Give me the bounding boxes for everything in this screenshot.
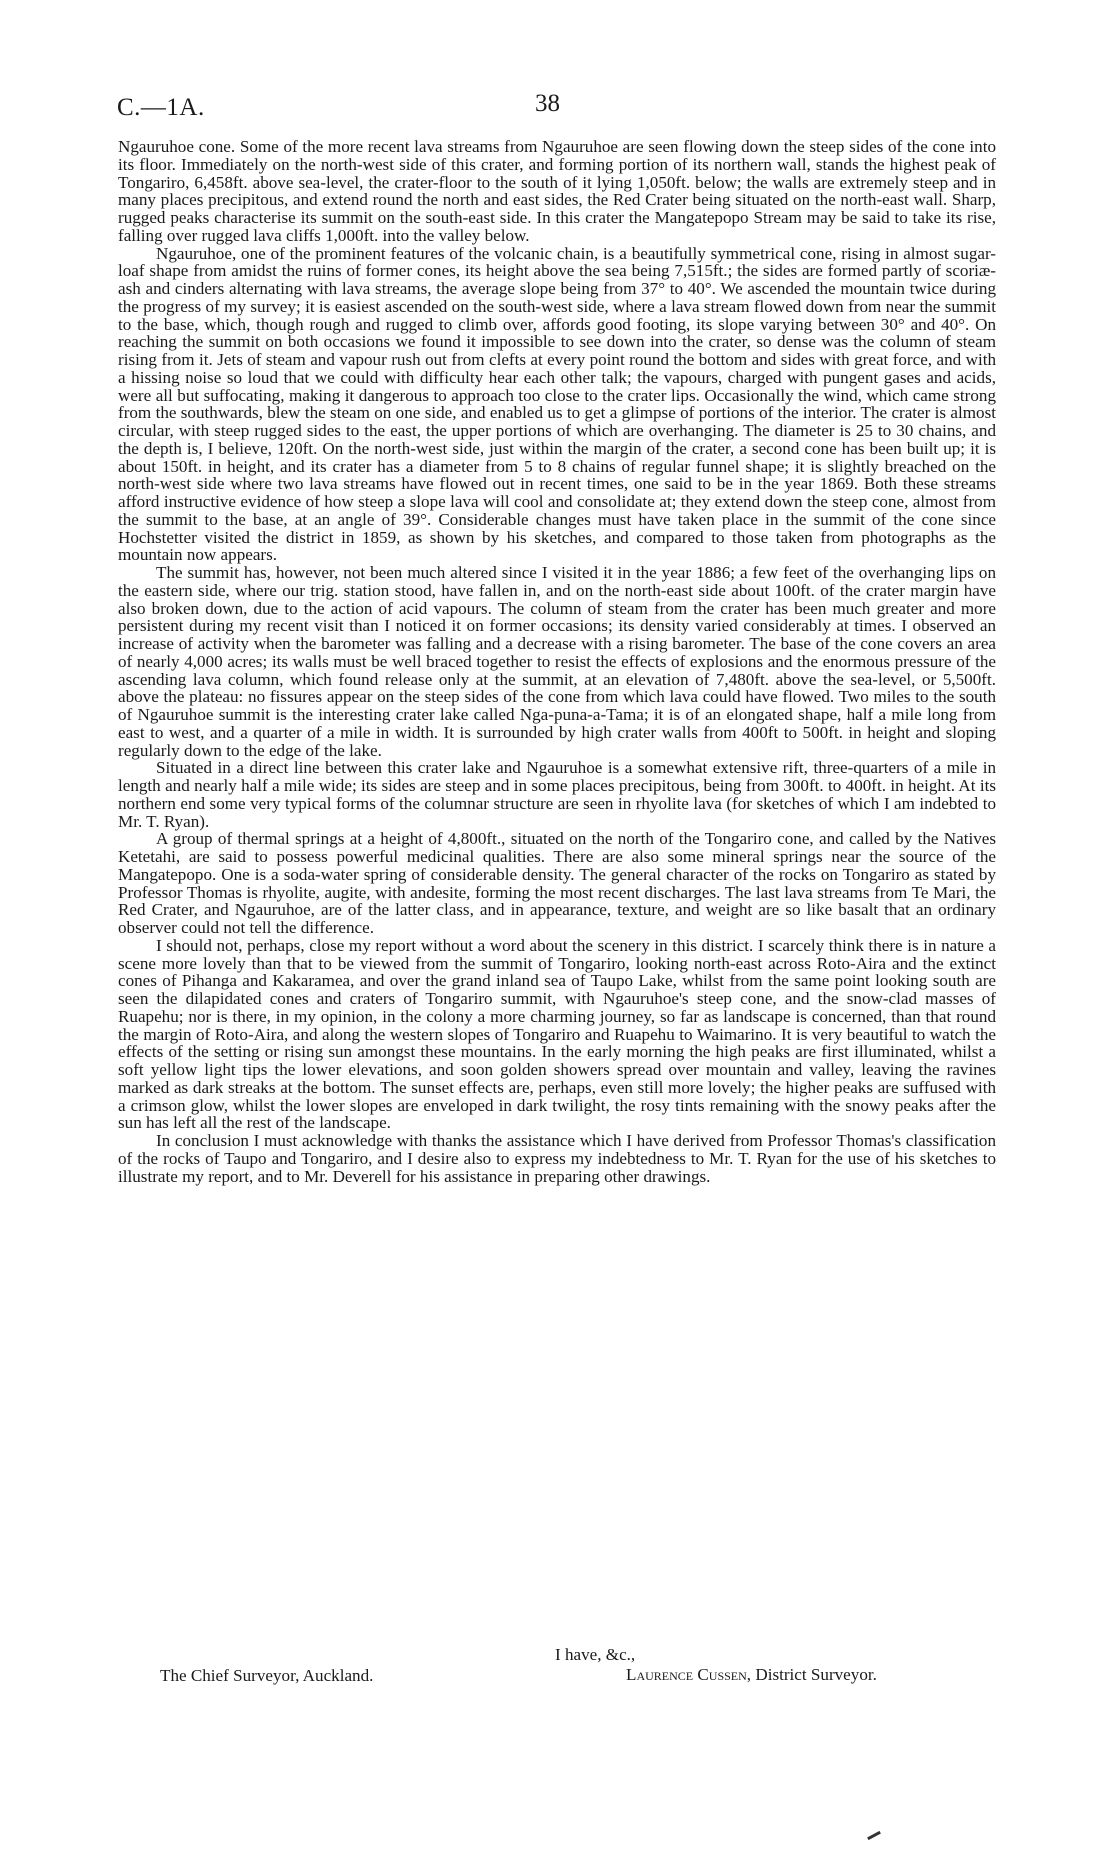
paragraph-acknowledgements: In conclusion I must acknowledge with thanks the assistance which I have derived from Professor Thomas's classification of the rocks of Taupo and Tongariro, and I desire also to express my indebtedness to Mr. T. Ryan for the use of his sketches to illustrate my report, and to Mr. Deverell for his assistance in preparing other drawings. xyxy=(118,1131,996,1186)
document-reference: C.—1A. xyxy=(117,94,205,121)
page-edge-mark xyxy=(867,1831,881,1840)
paragraph-crater-walls: Ngauruhoe cone. Some of the more recent lava streams from Ngauruhoe are seen flowing down the steep sides of the cone into its floor. Immediately on the north-west side of this crater, and forming portion of its northern wall, stands the highest peak of Tongariro, 6,458ft. above sea-level, the crater-floor to the south of it lying 1,050ft. below; the walls are extremely steep and in many places precipitous, and extend round the north and east sides, the Red Crater being situated on the north-east wall. Sharp, rugged peaks characterise its summit on the south-east side. In this crater the Mangatepopo Stream may be said to take its rise, falling over rugged lava cliffs 1,000ft. into the valley below. xyxy=(118,137,996,245)
signature xyxy=(626,1665,877,1685)
paragraph-ngauruhoe-cone: Ngauruhoe, one of the prominent features of the volcanic chain, is a beautifully symmetrical cone, rising in almost sugar-loaf shape from amidst the ruins of former cones, its height above the sea being 7,515ft.; the sides are formed partly of scoriæ-ash and cinders alternating with lava streams, the average slope being from 37° to 40°. We ascended the mountain twice during the progress of my survey; it is easiest ascended on the south-west side, where a lava stream flowed down from near the summit to the base, which, though rough and rugged to climb over, affords good footing, its slope varying between 30° and 40°. On reaching the summit on both occasions we found it impossible to see down into the crater, so dense was the column of steam rising from it. Jets of steam and vapour rush out from clefts at every point round the bottom and sides with great force, and with a hissing noise so loud that we could with difficulty hear each other talk; the vapours, charged with pungent gases and acids, were all but suffocating, making it dangerous to approach too close to the crater lips. Occasionally the wind, which came strong from the southwards, blew the steam on one side, and enabled us to get a glimpse of portions of the interior. The crater is almost circular, with steep rugged sides to the east, the upper portions of which are overhanging. The diameter is 25 to 30 chains, and the depth is, I believe, 120ft. On the north-west side, just within the margin of the crater, a second cone has been built up; it is about 150ft. in height, and its crater has a diameter from 5 to 8 chains of regular funnel shape; it is slightly breached on the north-west side where two lava streams have flowed out in recent times, one said to be in the year 1869. Both these streams afford instructive evidence of how steep a slope lava will cool and consolidate at; they extend down the steep cone, almost from the summit to the base, at an angle of 39°. Considerable changes must have taken place in the summit of the cone since Hochstetter visited the district in 1859, as shown by his sketches, and compared to those taken from photographs as the mountain now appears. xyxy=(118,243,996,565)
page-number: 38 xyxy=(535,90,560,117)
valediction: I have, &c., xyxy=(555,1645,636,1664)
paragraph-scenery: I should not, perhaps, close my report without a word about the scenery in this district. I scarcely think there is in nature a scene more lovely than that to be viewed from the summit of Tongariro, looking north-east across Roto-Aira and the extinct cones of Pihanga and Kakaramea, and over the grand inland sea of Taupo Lake, whilst from the same point looking south are seen the dilapidated cones and craters of Tongariro summit, with Ngauruhoe's steep cone, and the snow-clad masses of Ruapehu; nor is there, in my opinion, in the colony a more charming journey, so far as landscape is concerned, than that round the margin of Roto-Aira, and along the western slopes of Tongariro and Ruapehu to Waimarino. It is very beautiful to watch the effects of the setting or rising sun amongst these mountains. In the early morning the high peaks are first illuminated, whilst a soft yellow light tips the lower elevations, and soon golden showers spread over mountain and valley, leaving the ravines marked as dark streaks at the bottom. The sunset effects are, perhaps, even still more lovely; the higher peaks are suffused with a crimson glow, whilst the lower slopes are enveloped in dark twilight, the rosy tints remaining with the snowy peaks after the sun has left all the rest of the landscape. xyxy=(118,935,996,1133)
paragraph-summit-changes: The summit has, however, not been much altered since I visited it in the year 1886; a few feet of the overhanging lips on the eastern side, where our trig. station stood, have fallen in, and on the north-east side about 100ft. of the crater margin have also broken down, due to the action of acid vapours. The column of steam from the crater has been much greater and more persistent during my recent visit than I noticed it on former occasions; its density varied considerably at times. I observed an increase of activity when the barometer was falling and a decrease with a rising barometer. The base of the cone covers an area of nearly 4,000 acres; its walls must be well braced together to resist the effects of explosions and the enormous pressure of the ascending lava column, which found release only at the summit, at an elevation of 7,480ft. above the sea-level, or 5,500ft. above the plateau: no fissures appear on the steep sides of the cone from which lava could have flowed. Two miles to the south of Ngauruhoe summit is the interesting crater lake called Nga-puna-a-Tama; it is of an elongated shape, half a mile long from east to west, and a quarter of a mile in width. It is surrounded by high crater walls from 400ft to 500ft. in height and sloping regularly down to the edge of the lake. xyxy=(118,563,996,760)
report-body xyxy=(118,138,996,1185)
signature-title: , District Surveyor. xyxy=(746,1665,877,1684)
paragraph-rift: Situated in a direct line between this crater lake and Ngauruhoe is a somewhat extensive rift, three-quarters of a mile in length and nearly half a mile wide; its sides are steep and in some places precipitous, being from 300ft. to 400ft. in height. At its northern end some very typical forms of the columnar structure are seen in rhyolite lava (for sketches of which I am indebted to Mr. T. Ryan). xyxy=(118,758,996,831)
paragraph-thermal-springs: A group of thermal springs at a height of 4,800ft., situated on the north of the Tongariro cone, and called by the Natives Ketetahi, are said to possess powerful medicinal qualities. There are also some mineral springs near the source of the Mangatepopo. One is a soda-water spring of considerable density. The general character of the rocks on Tongariro as stated by Professor Thomas is rhyolite, augite, with andesite, forming the most recent discharges. The last lava streams from Te Mari, the Red Crater, and Ngauruhoe, are of the latter class, and in appearance, texture, and weight are so like basalt that an ordinary observer could not tell the difference. xyxy=(118,829,996,937)
signature-name: Laurence Cussen xyxy=(626,1665,747,1684)
addressee: The Chief Surveyor, Auckland. xyxy=(160,1666,374,1685)
